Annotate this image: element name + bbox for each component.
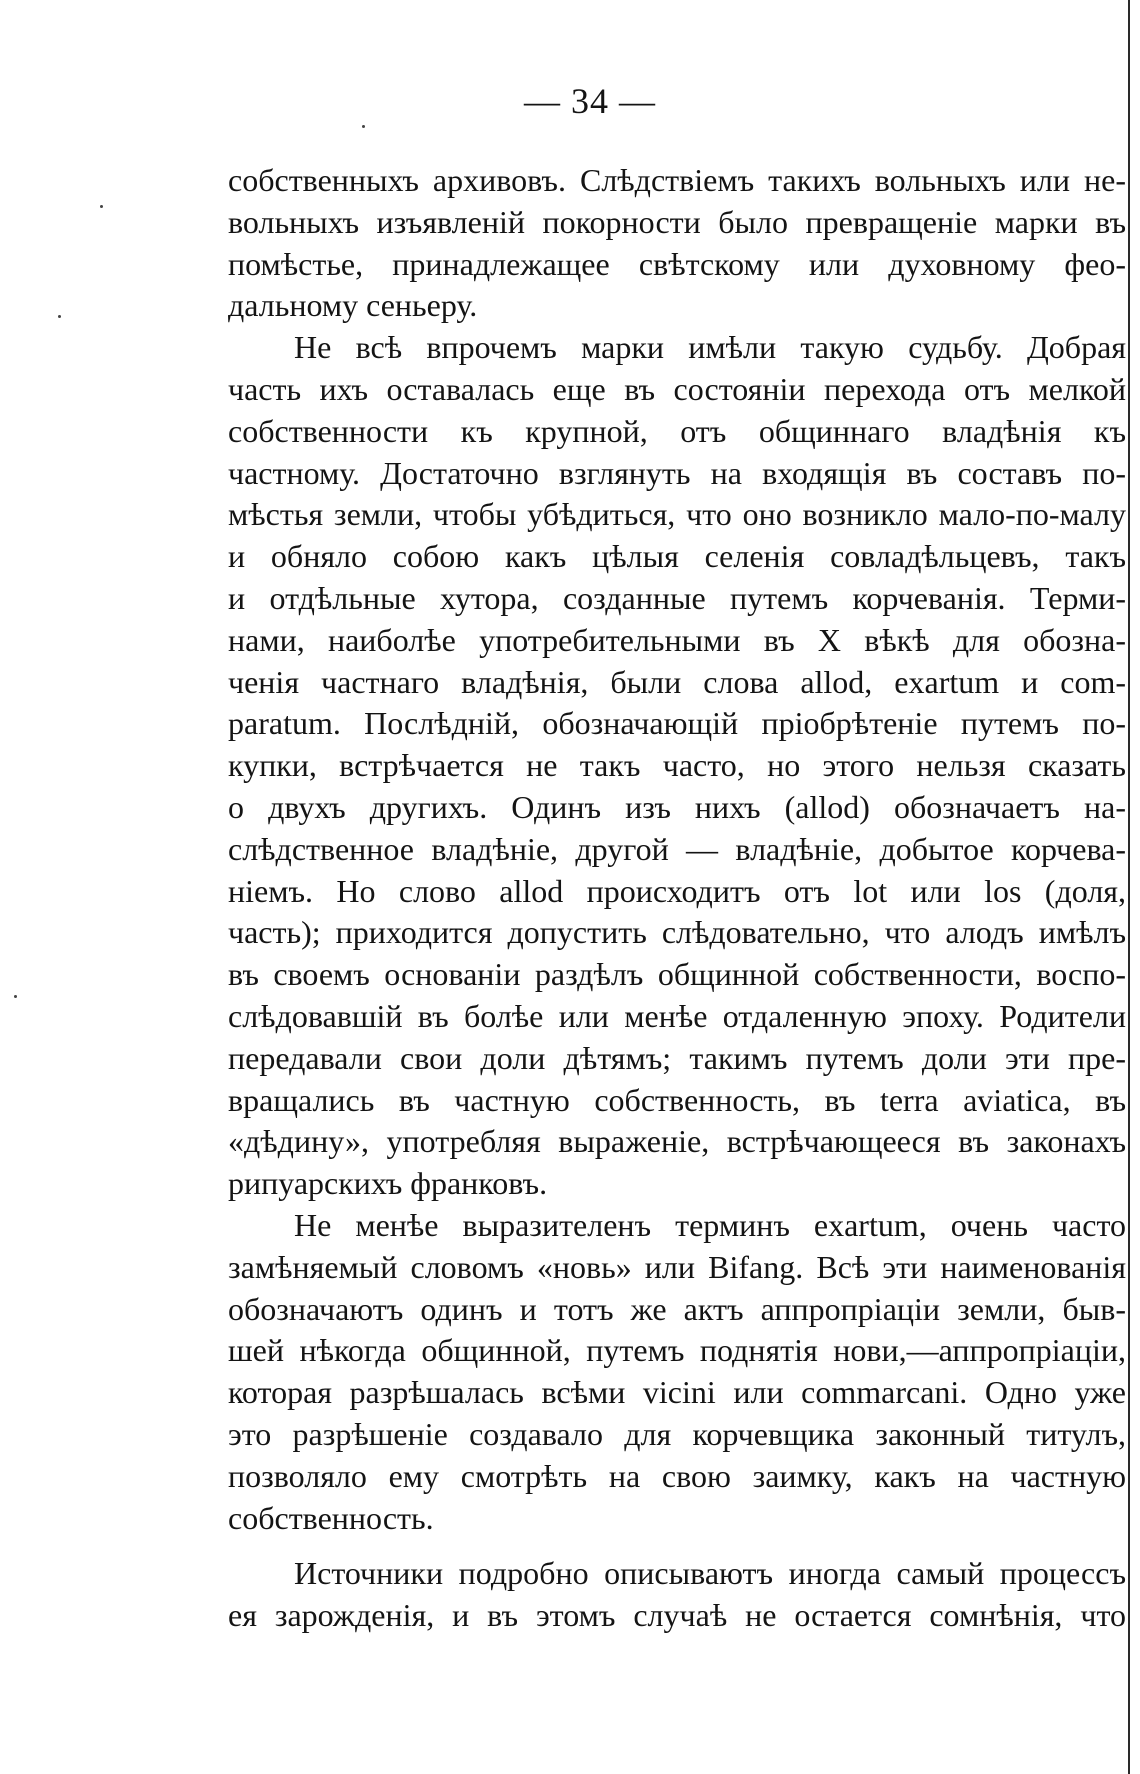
text-line: передавали свои доли дѣтямъ; такимъ путемъ доли эти пре- <box>228 1039 1126 1076</box>
text-line: рипуарскихъ франковъ. <box>228 1165 548 1202</box>
text-line: дальному сеньеру. <box>228 287 478 324</box>
text-line: Не всѣ впрочемъ марки имѣли такую судьбу. Добрая <box>294 329 1126 366</box>
text-line: и обняло собою какъ цѣлыя селенія совладѣльцевъ, такъ <box>228 538 1126 575</box>
text-line: и отдѣльные хутора, созданные путемъ корчеванія. Терми- <box>228 579 1126 616</box>
text-line: paratum. Послѣдній, обозначающій пріобрѣтеніе путемъ по- <box>228 705 1126 742</box>
text-line: нами, наиболѣе употребительными въ X вѣкѣ для обозна- <box>228 621 1126 658</box>
text-line: шей нѣкогда общинной, путемъ поднятія нови,—аппропріаціи, <box>228 1332 1126 1369</box>
text-line: часть ихъ оставалась еще въ состояніи перехода отъ мелкой <box>228 370 1126 407</box>
text-line: часть); приходится допустить слѣдовательно, что алодъ имѣлъ <box>228 914 1126 951</box>
text-line: собственныхъ архивовъ. Слѣдствіемъ такихъ вольныхъ или не- <box>228 162 1126 198</box>
scan-speck <box>58 315 61 318</box>
text-line: помѣстье, принадлежащее свѣтскому или духовному фео- <box>228 245 1126 282</box>
text-line: ченія частнаго владѣнія, были слова allod, exartum и com- <box>228 663 1126 700</box>
scan-speck <box>100 205 103 208</box>
text-line: въ своемъ основаніи раздѣлъ общинной собственности, воспо- <box>228 956 1126 993</box>
text-line: частному. Достаточно взглянуть на входящія въ составъ по- <box>228 454 1126 491</box>
text-line: вращались въ частную собственность, въ terra aviatica, въ <box>228 1081 1126 1118</box>
body-text <box>228 160 1126 1637</box>
text-line: купки, встрѣчается не такъ часто, но этого нельзя сказать <box>228 747 1126 784</box>
text-line: о двухъ другихъ. Одинъ изъ нихъ (allod) обозначаетъ на- <box>228 788 1126 825</box>
text-line: мѣстья земли, чтобы убѣдиться, что оно возникло мало-по-малу <box>228 496 1126 533</box>
text-line: слѣдовавшій въ болѣе или менѣе отдаленную эпоху. Родители <box>228 997 1126 1034</box>
text-line: ея зарожденія, и въ этомъ случаѣ не остается сомнѣнія, что <box>228 1597 1126 1634</box>
text-line: позволяло ему смотрѣть на свою заимку, какъ на частную <box>228 1457 1126 1494</box>
text-line: вольныхъ изъявленій покорности было превращеніе марки въ <box>228 203 1126 240</box>
scan-speck <box>362 125 365 128</box>
scan-speck <box>14 995 17 998</box>
text-line: обозначаютъ одинъ и тотъ же актъ аппропріаціи земли, быв- <box>228 1290 1126 1327</box>
text-line: замѣняемый словомъ «новь» или Bifang. Всѣ эти наименованія <box>228 1248 1126 1285</box>
text-line: «дѣдину», употребляя выраженіе, встрѣчающееся въ законахъ <box>228 1123 1126 1160</box>
text-line: это разрѣшеніе создавало для корчевщика законный титулъ, <box>228 1415 1126 1452</box>
page-edge <box>1128 0 1130 1774</box>
text-line: собственности къ крупной, отъ общиннаго владѣнія къ <box>228 412 1126 449</box>
page-number: — 34 — <box>524 81 656 121</box>
text-line: Источники подробно описываютъ иногда самый процессъ <box>294 1555 1126 1592</box>
text-line: которая разрѣшалась всѣми vicini или commarcani. Одно уже <box>228 1374 1126 1411</box>
text-line: слѣдственное владѣніе, другой — владѣніе, добытое корчева- <box>228 830 1126 867</box>
text-line: ніемъ. Но слово allod происходитъ отъ lot или los (доля, <box>228 872 1126 909</box>
text-line: собственность. <box>228 1499 434 1536</box>
text-line: Не менѣе выразителенъ терминъ exartum, очень часто <box>294 1206 1126 1243</box>
